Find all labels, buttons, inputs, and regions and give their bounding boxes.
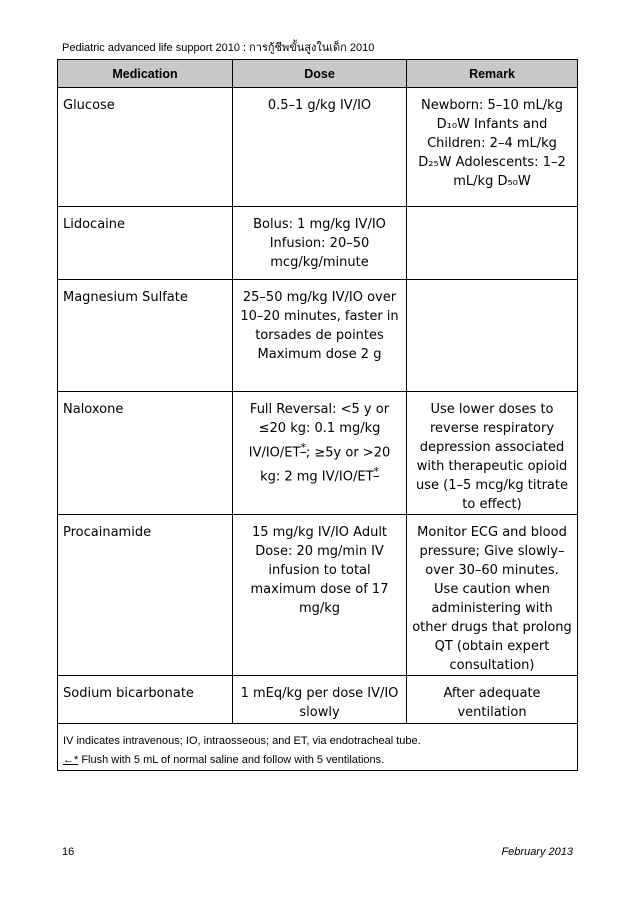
table-header-row <box>58 60 578 88</box>
notes-row <box>58 724 578 771</box>
medication-table <box>57 59 578 771</box>
table-row <box>58 88 578 207</box>
flush-note-text: Flush with 5 mL of normal saline and follow with 5 ventilations. <box>78 754 385 766</box>
table-row <box>58 515 578 676</box>
dose-cell: 25–50 mg/kg IV/IO over 10–20 minutes, faster in torsades de pointes Maximum dose 2 g <box>233 280 407 392</box>
publication-date: February 2013 <box>501 846 573 858</box>
footnote-marker: * <box>373 465 379 479</box>
table-row <box>58 280 578 392</box>
remark-cell: Use lower doses to reverse respiratory depression associated with therapeutic opioid use (1–5 mcg/kg titrate to effect) <box>407 392 578 515</box>
table-row <box>58 207 578 280</box>
remark-cell <box>407 280 578 392</box>
dose-text: ; ≥5y or >20 kg: 2 mg IV/IO/ET <box>260 445 391 485</box>
medication-cell: Glucose <box>58 88 233 207</box>
column-header-medication: Medication <box>58 60 233 88</box>
dose-cell: 1 mEq/kg per dose IV/IO slowly <box>233 676 407 724</box>
column-header-dose: Dose <box>233 60 407 88</box>
medication-cell: Magnesium Sulfate <box>58 280 233 392</box>
dose-cell: Bolus: 1 mg/kg IV/IO Infusion: 20–50 mcg/kg/minute <box>233 207 407 280</box>
remark-cell: After adequate ventilation <box>407 676 578 724</box>
remark-cell <box>407 207 578 280</box>
column-header-remark: Remark <box>407 60 578 88</box>
medication-cell: Lidocaine <box>58 207 233 280</box>
dose-cell: 0.5–1 g/kg IV/IO <box>233 88 407 207</box>
abbreviations-note: IV indicates intravenous; IO, intraosseous; and ET, via endotracheal tube. <box>63 735 421 747</box>
footnote-marker: ←* <box>63 754 79 766</box>
dose-cell: 15 mg/kg IV/IO Adult Dose: 20 mg/min IV infusion to total maximum dose of 17 mg/kg <box>233 515 407 676</box>
medication-cell: Sodium bicarbonate <box>58 676 233 724</box>
table-row <box>58 392 578 515</box>
medication-cell: Procainamide <box>58 515 233 676</box>
dose-cell <box>233 392 407 515</box>
remark-cell: Monitor ECG and blood pressure; Give slowly–over 30–60 minutes. Use caution when administering with other drugs that prolong QT (obtain expert consultation) <box>407 515 578 676</box>
table-notes <box>58 724 578 771</box>
page-header: Pediatric advanced life support 2010 : การกู้ชีพขั้นสูงในเด็ก 2010 <box>62 42 375 54</box>
medication-cell: Naloxone <box>58 392 233 515</box>
table-row <box>58 676 578 724</box>
remark-cell: Newborn: 5–10 mL/kg D₁₀W Infants and Children: 2–4 mL/kg D₂₅W Adolescents: 1–2 mL/kg D₅₀W <box>407 88 578 207</box>
page-number: 16 <box>62 846 75 858</box>
flush-note <box>63 751 572 770</box>
dose-text: Full Reversal: <5 y or ≤20 kg: 0.1 mg/kg IV/IO/ET <box>248 402 390 461</box>
footnote-marker: * <box>300 441 306 454</box>
